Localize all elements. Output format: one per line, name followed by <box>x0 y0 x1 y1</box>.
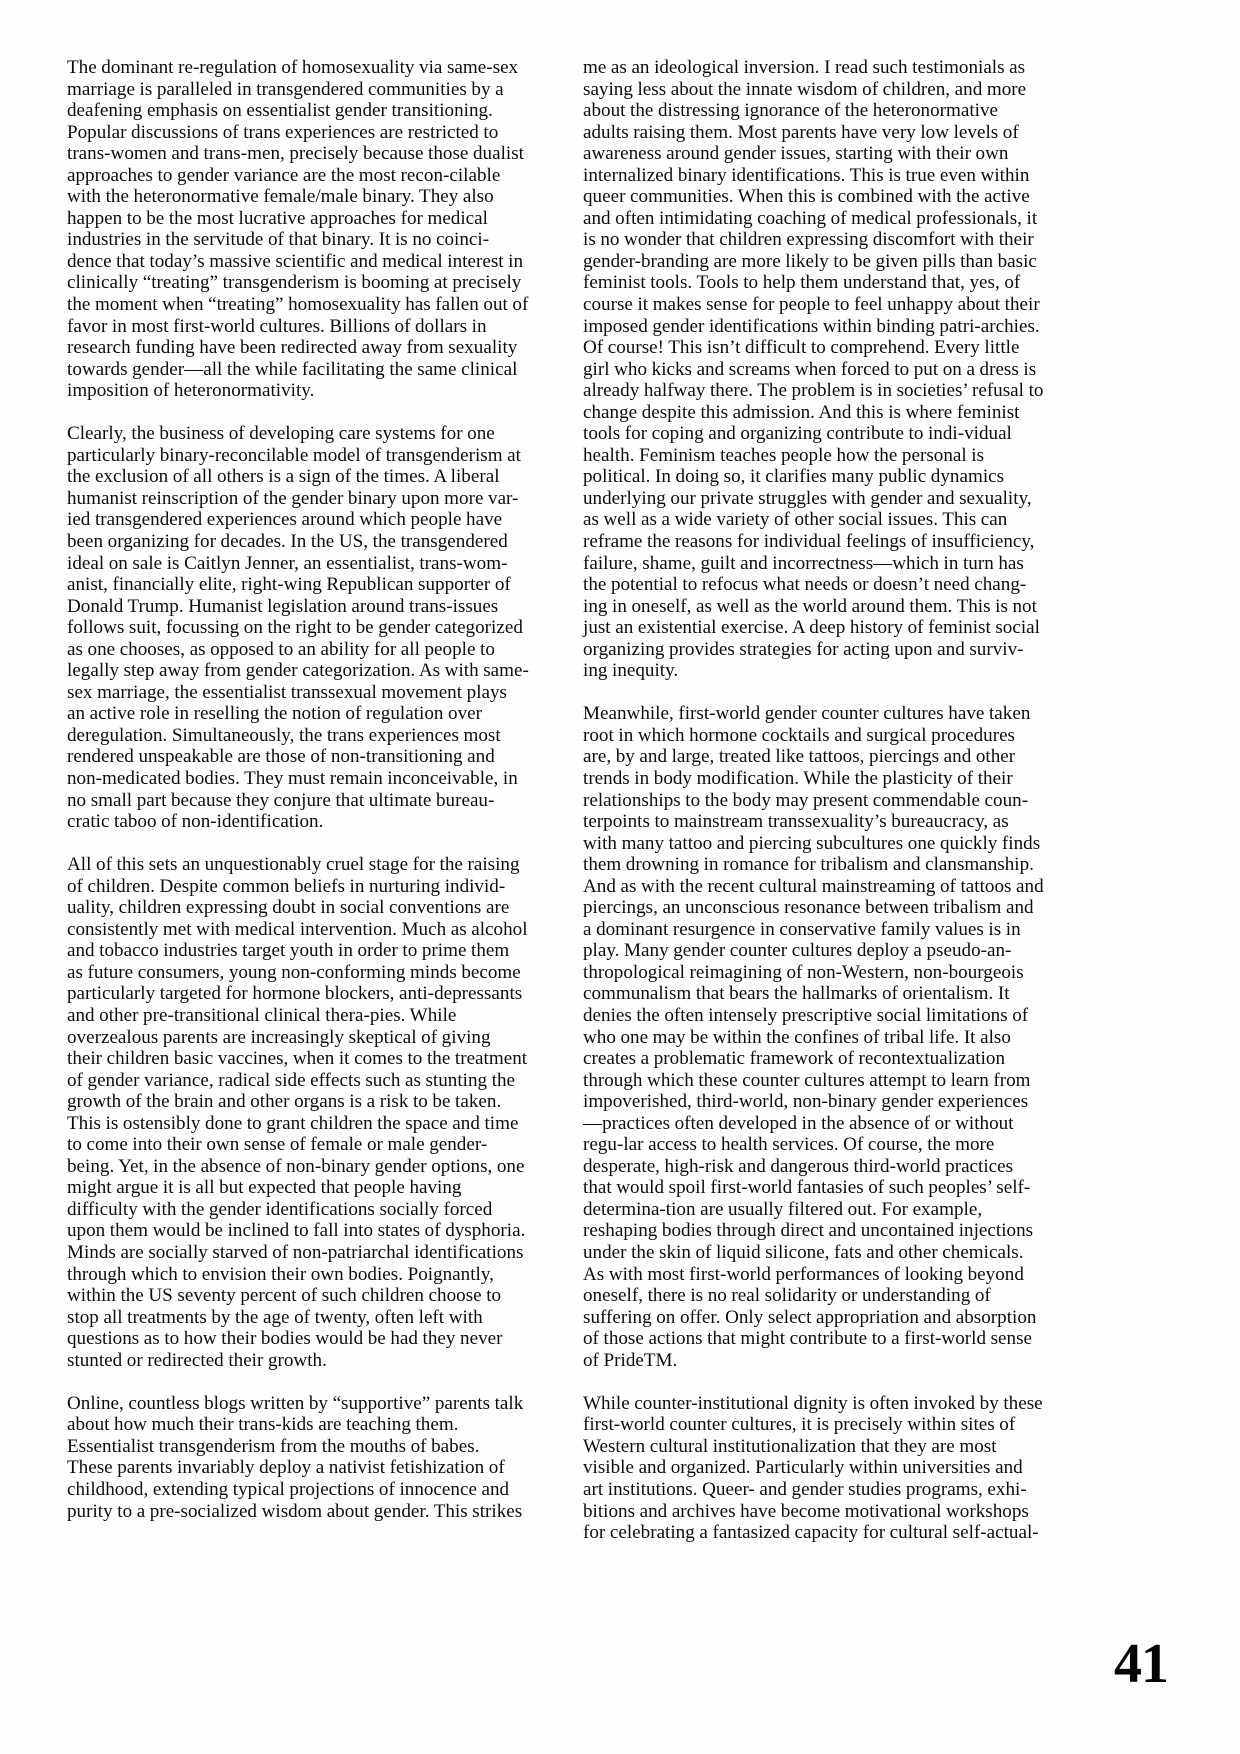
page-number: 41 <box>1114 1633 1168 1695</box>
right-column <box>583 57 1045 1544</box>
paragraph: Meanwhile, first-world gender counter cultures have taken root in which hormone cocktails and surgical procedures are, by and large, treated like tattoos, piercings and other trends in body modification. While the plasticity of their relationships to the body may present commendable coun-terpoints to mainstream transsexuality’s bureaucracy, as with many tattoo and piercing subcultures one quickly finds them drowning in romance for tribalism and clansmanship. And as with the recent cultural mainstreaming of tattoos and piercings, an unconscious resonance between tribalism and a dominant resurgence in conservative family values is in play. Many gender counter cultures deploy a pseudo-an-thropological reimagining of non-Western, non-bourgeois communalism that bears the hallmarks of orientalism. It denies the often intensely prescriptive social limitations of who one may be within the confines of tribal life. It also creates a problematic framework of recontextualization through which these counter cultures attempt to learn from impoverished, third-world, non-binary gender experiences—practices often developed in the absence of or without regu-lar access to health services. Of course, the more desperate, high-risk and dangerous third-world practices that would spoil first-world fantasies of such peoples’ self-determina-tion are usually filtered out. For example, reshaping bodies through direct and uncontained injections under the skin of liquid silicone, fats and other chemicals. As with most first-world performances of looking beyond oneself, there is no real solidarity or understanding of suffering on offer. Only select appropriation and absorption of those actions that might contribute to a first-world sense of PrideTM. <box>583 703 1044 1371</box>
paragraph: All of this sets an unquestionably cruel stage for the raising of children. Despite common beliefs in nurturing individ-uality, children expressing doubt in social conventions are consistently met with medical intervention. Much as alcohol and tobacco industries target youth in order to prime them as future consumers, young non-conforming minds become particularly targeted for hormone blockers, anti-depressants and other pre-transitional clinical thera-pies. While overzealous parents are increasingly skeptical of giving their children basic vaccines, when it comes to the treatment of gender variance, radical side effects such as stunting the growth of the brain and other organs is a risk to be taken. This is ostensibly done to grant children the space and time to come into their own sense of female or male gender-being. Yet, in the absence of non-binary gender options, one might argue it is all but expected that people having difficulty with the gender identifications socially forced upon them would be inclined to fall into states of dysphoria. Minds are socially starved of non-patriarchal identifications through which to envision their own bodies. Poignantly, within the US seventy percent of such children choose to stop all treatments by the age of twenty, often left with questions as to how their bodies would be had they never stunted or redirected their growth. <box>67 854 528 1371</box>
paragraph: Online, countless blogs written by “supportive” parents talk about how much their trans-kids are teaching them. Essentialist transgenderism from the mouths of babes. These parents invariably deploy a nativist fetishization of childhood, extending typical projections of innocence and purity to a pre-socialized wisdom about gender. This strikes <box>67 1392 524 1522</box>
paragraph: The dominant re-regulation of homosexuality via same-sex marriage is paralleled in transgendered communities by a deafening emphasis on essentialist gender transitioning. Popular discussions of trans experiences are restricted to trans-women and trans-men, precisely because those dualist approaches to gender variance are the most recon-cilable with the heteronormative female/male binary. They also happen to be the most lucrative approaches for medical industries in the servitude of that binary. It is no coinci-dence that today’s massive scientific and medical interest in clinically “treating” transgenderism is booming at precisely the moment when “treating” homosexuality has fallen out of favor in most first-world cultures. Billions of dollars in research funding have been redirected away from sexuality towards gender—all the while facilitating the same clinical imposition of heteronormativity. <box>67 57 529 402</box>
two-column-body <box>67 57 1045 1544</box>
left-column <box>67 57 529 1522</box>
paragraph: Clearly, the business of developing care systems for one particularly binary-reconcilable model of transgenderism at the exclusion of all others is a sign of the times. A liberal humanist reinscription of the gender binary upon more var-ied transgendered experiences around which people have been organizing for decades. In the US, the transgendered ideal on sale is Caitlyn Jenner, an essentialist, trans-wom-anist, financially elite, right-wing Republican supporter of Donald Trump. Humanist legislation around trans-issues follows suit, focussing on the right to be gender categorized as one chooses, as opposed to an ability for all people to legally step away from gender categorization. As with same-sex marriage, the essentialist transsexual movement plays an active role in reselling the notion of regulation over deregulation. Simultaneously, the trans experiences most rendered unspeakable are those of non-transitioning and non-medicated bodies. They must remain inconceivable, in no small part because they conjure that ultimate bureau-cratic taboo of non-identification. <box>67 423 529 833</box>
paragraph: While counter-institutional dignity is often invoked by these first-world counter cultures, it is precisely within sites of Western cultural institutionalization that they are most visible and organized. Particularly within universities and art institutions. Queer- and gender studies programs, exhi-bitions and archives have become motivational workshops for celebrating a fantasized capacity for cultural self-actual- <box>583 1392 1043 1544</box>
paragraph: me as an ideological inversion. I read such testimonials as saying less about the innate wisdom of children, and more about the distressing ignorance of the heteronormative adults raising them. Most parents have very low levels of awareness around gender issues, starting with their own internalized binary identifications. This is true even within queer communities. When this is combined with the active and often intimidating coaching of medical professionals, it is no wonder that children expressing discomfort with their gender-branding are more likely to be given pills than basic feminist tools. Tools to help them understand that, yes, of course it makes sense for people to feel unhappy about their imposed gender identifications within binding patri-archies. Of course! This isn’t difficult to comprehend. Every little girl who kicks and screams when forced to put on a dress is already halfway there. The problem is in societies’ refusal to change despite this admission. And this is where feminist tools for coping and organizing contribute to indi-vidual health. Feminism teaches people how the personal is political. In doing so, it clarifies many public dynamics underlying our private struggles with gender and sexuality, as well as a wide variety of other social issues. This can reframe the reasons for individual feelings of insufficiency, failure, shame, guilt and incorrectness—which in turn has the potential to refocus what needs or doesn’t need chang-ing in oneself, as well as the world around them. This is not just an existential exercise. A deep history of feminist social organizing provides strategies for acting upon and surviv-ing inequity. <box>583 57 1044 682</box>
